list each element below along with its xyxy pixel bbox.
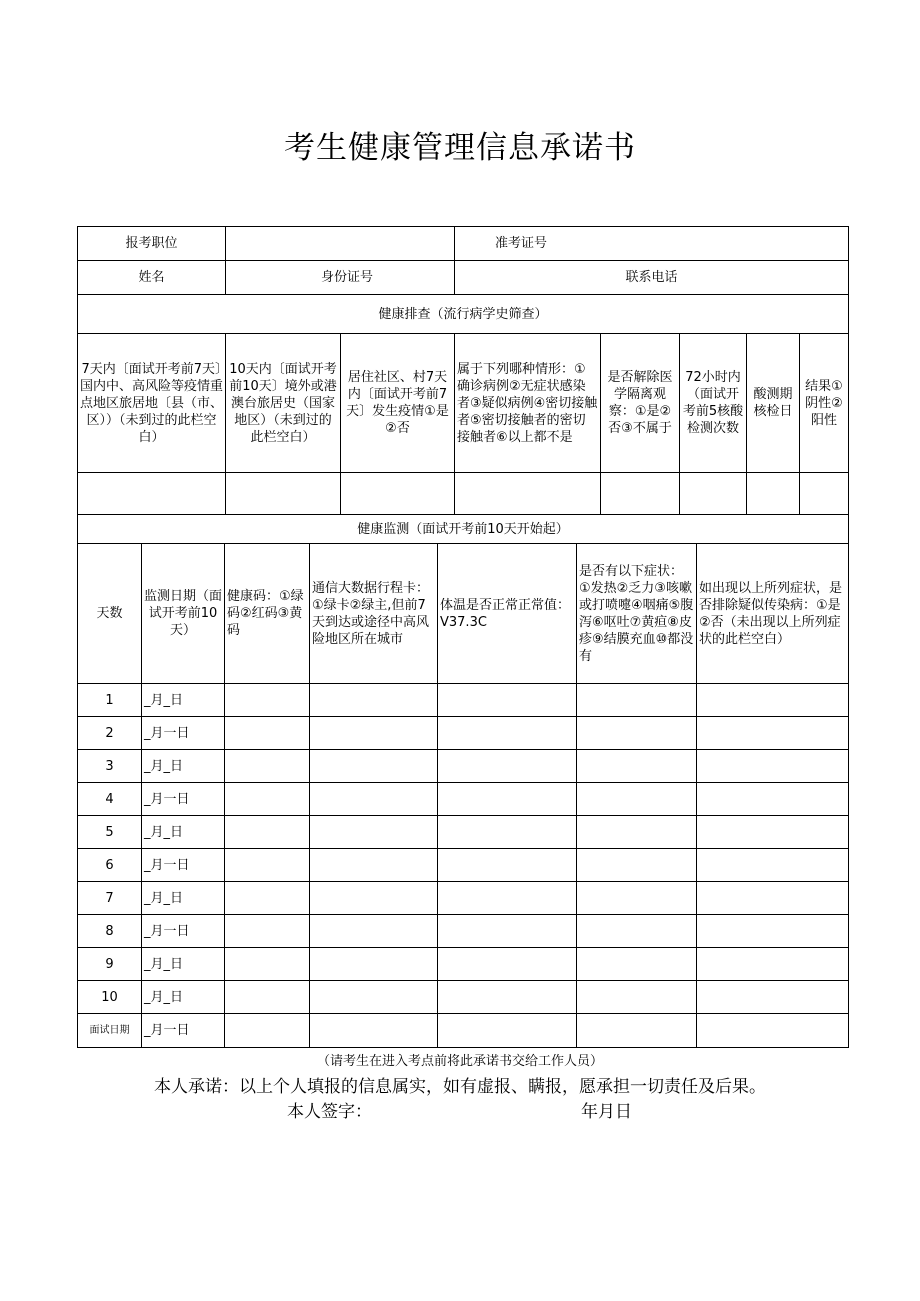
input-cell[interactable] [697,783,849,816]
temperature-header: 体温是否正常正常值：V37.3C [438,544,577,684]
table-row [78,684,849,717]
input-cell[interactable] [310,1014,438,1048]
monitoring-header: 健康监测（面试开考前10天开始起） [78,515,849,544]
signature-date: 年月日 [581,1102,632,1122]
input-cell[interactable] [438,1014,577,1048]
col-travel-abroad: 10天内〔面试开考前10天〕境外或港澳台旅居史（国家地区）（未到过的此栏空白） [226,334,341,473]
date-cell[interactable]: _月_日 [142,816,225,849]
input-cell[interactable] [577,849,697,882]
day-cell: 3 [78,750,142,783]
day-cell: 8 [78,915,142,948]
input-cell[interactable] [225,783,310,816]
input-cell[interactable] [697,915,849,948]
id-number-label: 身份证号 [226,261,455,295]
col-test-date: 酸测期核检日 [747,334,800,473]
table-row [78,816,849,849]
day-cell: 10 [78,981,142,1014]
input-cell[interactable] [310,882,438,915]
screening-header: 健康排查（流行病学史筛查） [78,295,849,334]
col-community-outbreak: 居住社区、村7天内〔面试开考前7天〕发生疫情①是②否 [341,334,455,473]
input-cell[interactable] [225,750,310,783]
col-travel-domestic: 7天内〔面试开考前7天〕国内中、高风险等疫情重点地区旅居地〔县（市、区））（未到过的此栏空白） [78,334,226,473]
date-cell[interactable]: _月一日 [142,1014,225,1048]
input-cell[interactable] [438,684,577,717]
input-cell[interactable] [697,717,849,750]
input-cell[interactable] [455,473,601,515]
input-cell[interactable] [225,915,310,948]
date-cell[interactable]: _月_日 [142,981,225,1014]
input-cell[interactable] [225,981,310,1014]
input-cell[interactable] [697,981,849,1014]
input-cell[interactable] [577,882,697,915]
screening-table [77,226,849,544]
input-cell[interactable] [577,981,697,1014]
health-code-header: 健康码：①绿码②红码③黄码 [225,544,310,684]
input-cell[interactable] [78,473,226,515]
input-cell[interactable] [310,783,438,816]
col-quarantine: 是否解除医学隔离观察：①是②否③不属于 [601,334,680,473]
input-cell[interactable] [225,816,310,849]
promise-statement: 本人承诺：以上个人填报的信息属实，如有虚报、瞒报，愿承担一切责任及后果。 [154,1077,766,1097]
input-cell[interactable] [226,473,341,515]
input-cell[interactable] [310,849,438,882]
input-cell[interactable] [438,816,577,849]
input-cell[interactable] [310,750,438,783]
day-cell: 2 [78,717,142,750]
input-cell[interactable] [800,473,849,515]
travel-card-header: 通信大数据行程卡：①绿卡②绿主,但前7天到达或途径中高风险地区所在城市 [310,544,438,684]
date-cell[interactable]: _月_日 [142,948,225,981]
table-row [78,717,849,750]
input-cell[interactable] [601,473,680,515]
input-cell[interactable] [697,948,849,981]
day-cell: 4 [78,783,142,816]
date-cell[interactable]: _月一日 [142,717,225,750]
monitoring-table [77,543,849,1048]
day-cell: 6 [78,849,142,882]
input-cell[interactable] [310,948,438,981]
signature-label: 本人签字： [287,1102,372,1122]
input-cell[interactable] [577,783,697,816]
admission-label: 准考证号 [455,227,849,261]
submission-note: （请考生在进入考点前将此承诺书交给工作人员） [316,1054,603,1069]
date-cell[interactable]: _月一日 [142,849,225,882]
input-cell[interactable] [577,684,697,717]
input-cell[interactable] [697,849,849,882]
day-cell: 5 [78,816,142,849]
days-header: 天数 [78,544,142,684]
input-cell[interactable] [225,1014,310,1048]
day-cell: 面试日期 [78,1014,142,1048]
input-cell[interactable] [680,473,747,515]
input-cell[interactable] [438,948,577,981]
table-row [78,981,849,1014]
col-test-result: 结果①阴性②阳性 [800,334,849,473]
input-cell[interactable] [697,1014,849,1048]
input-cell[interactable] [438,981,577,1014]
phone-label: 联系电话 [455,261,849,295]
input-cell[interactable] [310,981,438,1014]
input-cell[interactable] [225,717,310,750]
input-cell[interactable] [225,882,310,915]
input-cell[interactable] [577,1014,697,1048]
day-cell: 1 [78,684,142,717]
input-cell[interactable] [577,750,697,783]
date-cell[interactable]: _月一日 [142,915,225,948]
exclude-disease-header: 如出现以上所列症状，是否排除疑似传染病：①是②否（未出现以上所列症状的此栏空白） [697,544,849,684]
table-row [78,882,849,915]
page-title: 考生健康管理信息承诺书 [284,130,636,166]
input-cell[interactable] [577,717,697,750]
input-cell[interactable] [577,816,697,849]
input-cell[interactable] [438,915,577,948]
table-row [78,750,849,783]
input-cell[interactable] [438,849,577,882]
input-cell[interactable] [697,882,849,915]
date-cell[interactable]: _月_日 [142,750,225,783]
table-row [78,915,849,948]
table-row [78,1014,849,1048]
name-label: 姓名 [78,261,226,295]
day-cell: 7 [78,882,142,915]
date-header: 监测日期（面试开考前10天） [142,544,225,684]
symptoms-header: 是否有以下症状：①发热②乏力③咳嗽或打喷嚏④咽痛⑤腹泻⑥呕吐⑦黄疸⑧皮疹⑨结膜充血⑩都没有 [577,544,697,684]
input-cell[interactable] [225,849,310,882]
input-cell[interactable] [341,473,455,515]
input-cell[interactable] [697,684,849,717]
input-cell[interactable] [747,473,800,515]
input-cell[interactable] [310,684,438,717]
input-cell[interactable] [577,948,697,981]
position-label: 报考职位 [78,227,226,261]
date-cell[interactable]: _月一日 [142,783,225,816]
input-cell[interactable] [697,816,849,849]
col-test-count: 72小时内（面试开考前5核酸检测次数 [680,334,747,473]
col-case-type: 属于下列哪种情形：①确诊病例②无症状感染者③疑似病例④密切接触者⑤密切接触者的密切接触者⑥以上都不是 [455,334,601,473]
input-cell[interactable] [225,684,310,717]
position-input[interactable] [226,227,455,261]
input-cell[interactable] [438,783,577,816]
date-cell[interactable]: _月_日 [142,882,225,915]
input-cell[interactable] [438,882,577,915]
table-row [78,783,849,816]
input-cell[interactable] [438,750,577,783]
input-cell[interactable] [577,915,697,948]
input-cell[interactable] [697,750,849,783]
table-row [78,948,849,981]
table-row [78,849,849,882]
input-cell[interactable] [310,717,438,750]
input-cell[interactable] [438,717,577,750]
input-cell[interactable] [310,816,438,849]
input-cell[interactable] [225,948,310,981]
day-cell: 9 [78,948,142,981]
date-cell[interactable]: _月_日 [142,684,225,717]
input-cell[interactable] [310,915,438,948]
